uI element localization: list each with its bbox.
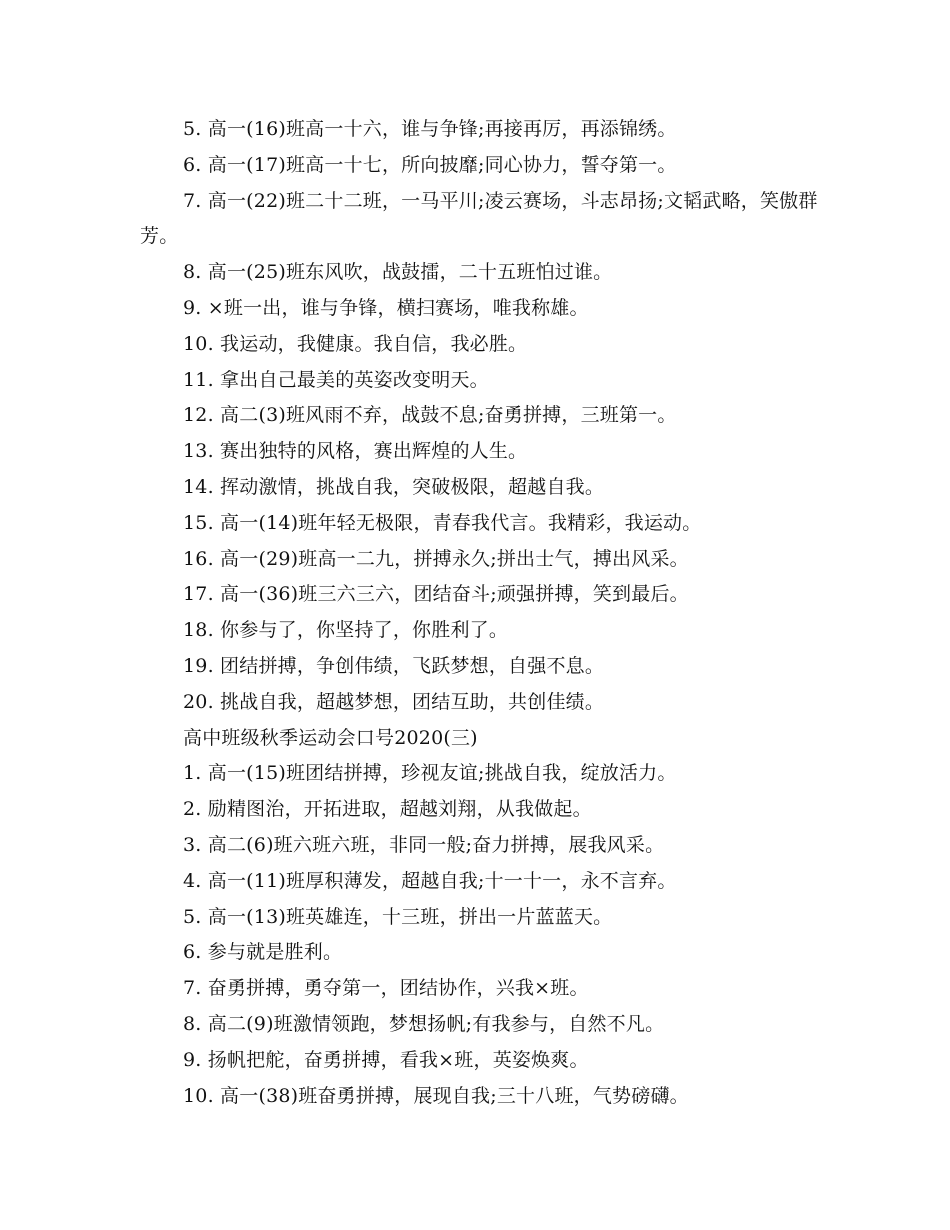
list-item: 12. 高二(3)班风雨不弃，战鼓不息;奋勇拼搏，三班第一。	[183, 404, 677, 427]
list-item: 7. 奋勇拼搏，勇夺第一，团结协作，兴我×班。	[183, 977, 589, 1000]
list-item: 5. 高一(13)班英雄连，十三班，拼出一片蓝蓝天。	[183, 905, 613, 928]
list-item: 18. 你参与了，你坚持了，你胜利了。	[183, 619, 509, 642]
list-item: 9. ×班一出，谁与争锋，横扫赛场，唯我称雄。	[183, 296, 589, 319]
list-item: 5. 高一(16)班高一十六，谁与争锋;再接再厉，再添锦绣。	[183, 118, 677, 140]
list-item: 4. 高一(11)班厚积薄发，超越自我;十一十一，永不言弃。	[183, 869, 677, 892]
list-item: 3. 高二(6)班六班六班，非同一般;奋力拼搏，展我风采。	[183, 833, 665, 856]
list-item: 10. 高一(38)班奋勇拼搏，展现自我;三十八班，气势磅礴。	[183, 1084, 689, 1107]
list-item: 6. 高一(17)班高一十七，所向披靡;同心协力，誓夺第一。	[183, 153, 677, 176]
list-item: 8. 高一(25)班东风吹，战鼓擂，二十五班怕过谁。	[183, 261, 613, 284]
list-item: 1. 高一(15)班团结拼搏，珍视友谊;挑战自我，绽放活力。	[183, 762, 677, 785]
list-item: 16. 高一(29)班高一二九，拼搏永久;拼出士气，搏出风采。	[183, 547, 689, 570]
list-item: 7. 高一(22)班二十二班，一马平川;凌云赛场，斗志昂扬;文韬武略，笑傲群芳。	[140, 189, 818, 248]
list-item: 19. 团结拼搏，争创伟绩，飞跃梦想，自强不息。	[183, 654, 605, 677]
list-item: 10. 我运动，我健康。我自信，我必胜。	[183, 332, 528, 355]
list-item: 2. 励精图治，开拓进取，超越刘翔，从我做起。	[183, 798, 592, 821]
list-item: 14. 挥动激情，挑战自我，突破极限，超越自我。	[183, 475, 605, 498]
list-item: 9. 扬帆把舵，奋勇拼搏，看我×班，英姿焕爽。	[183, 1048, 589, 1071]
section-heading: 高中班级秋季运动会口号2020(三)	[183, 726, 478, 749]
list-item: 15. 高一(14)班年轻无极限，青春我代言。我精彩，我运动。	[183, 511, 702, 534]
list-item: 11. 拿出自己最美的英姿改变明天。	[183, 368, 489, 391]
list-item: 13. 赛出独特的风格，赛出辉煌的人生。	[183, 440, 528, 463]
slogan-list	[140, 112, 820, 1114]
list-item: 17. 高一(36)班三六三六，团结奋斗;顽强拼搏，笑到最后。	[183, 583, 689, 606]
list-item: 6. 参与就是胜利。	[183, 941, 343, 964]
list-item: 8. 高二(9)班激情领跑，梦想扬帆;有我参与，自然不凡。	[183, 1012, 665, 1035]
list-item: 20. 挑战自我，超越梦想，团结互助，共创佳绩。	[183, 690, 605, 713]
